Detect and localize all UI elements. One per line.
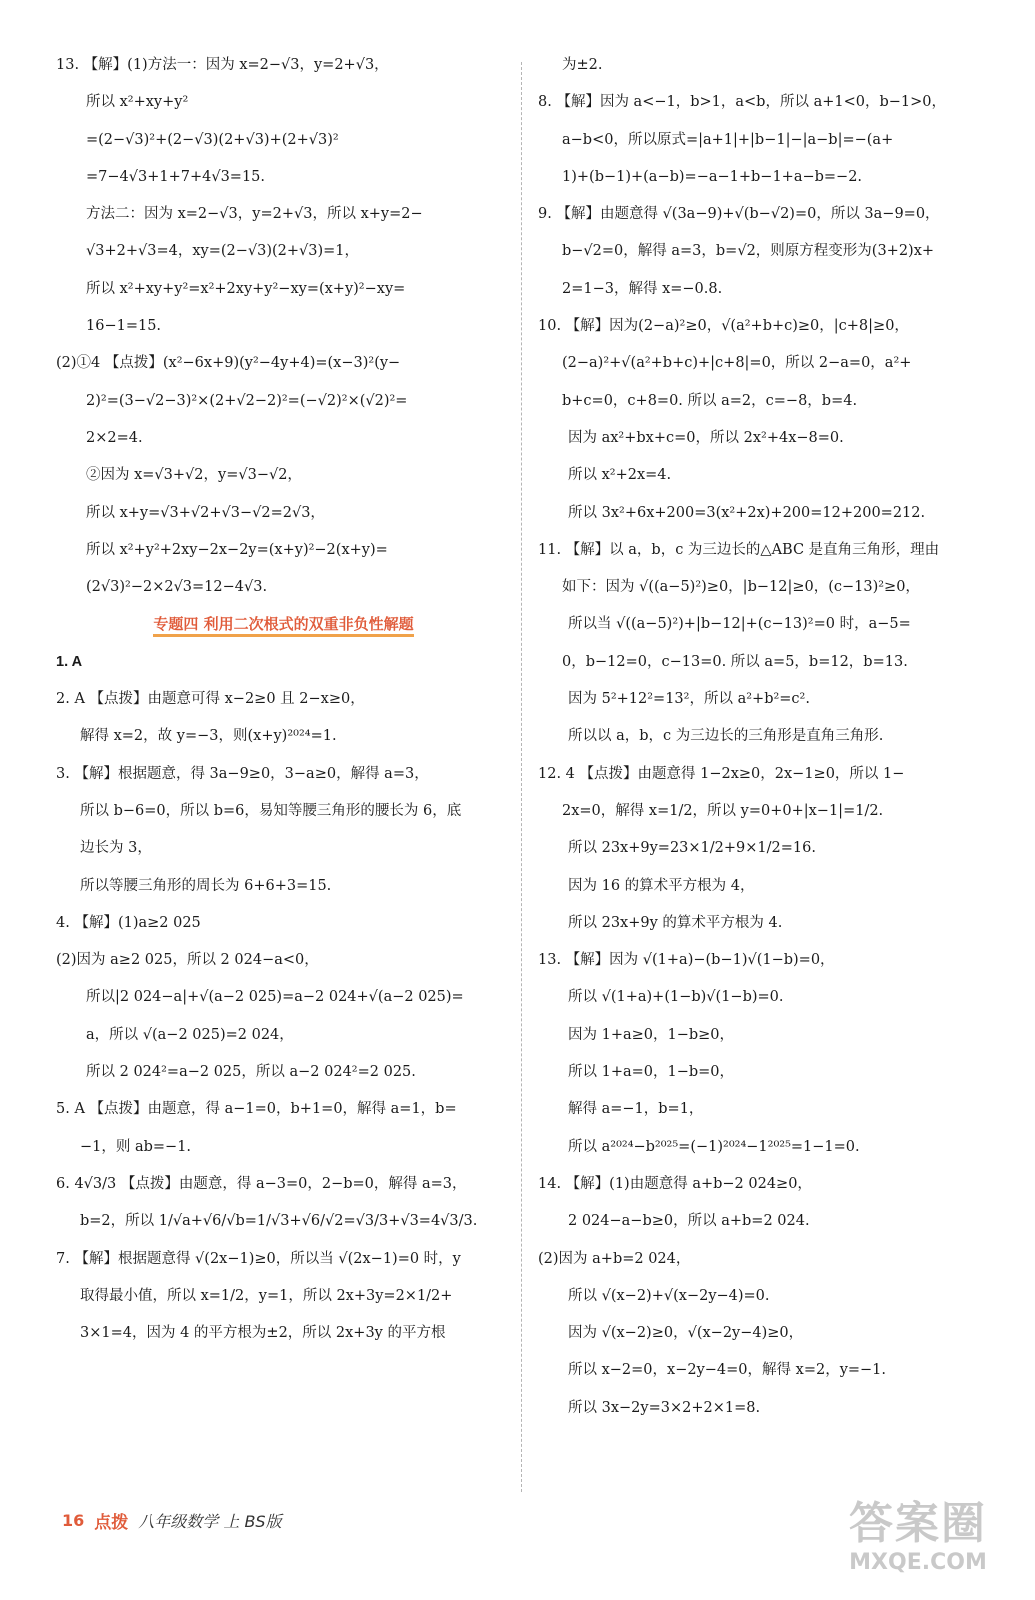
answer-line: 为±2.: [562, 57, 603, 73]
answer-line: 所以 23x+9y 的算术平方根为 4.: [568, 914, 783, 931]
answer-line: −1，则 ab=−1.: [80, 1138, 192, 1155]
answer-line: b−√2=0，解得 a=3，b=√2，则原方程变形为(3+2)x+: [562, 243, 935, 260]
answer-line: √3+2+√3=4，xy=(2−√3)(2+√3)=1，: [86, 243, 360, 260]
answer-line: 所以 3x−2y=3×2+2×1=8.: [568, 1399, 761, 1416]
page-number: 16: [62, 1511, 85, 1530]
answer-line: 因为 5²+12²=13²，所以 a²+b²=c².: [568, 691, 810, 708]
answer-line: 所以 x²+xy+y²=x²+2xy+y²−xy=(x+y)²−xy=: [86, 280, 406, 297]
page-footer: [62, 1508, 282, 1533]
column-divider: [521, 62, 522, 1492]
answer-line: 所以 x²+2x=4.: [568, 467, 672, 484]
answer-line: 3×1=4，因为 4 的平方根为±2，所以 2x+3y 的平方根: [80, 1325, 446, 1342]
answer-line: =(2−√3)²+(2−√3)(2+√3)+(2+√3)²: [86, 131, 339, 148]
answer-line: 所以 3x²+6x+200=3(x²+2x)+200=12+200=212.: [568, 504, 926, 521]
answer-line: 11. 【解】以 a，b，c 为三边长的△ABC 是直角三角形，理由: [538, 541, 940, 558]
answer-line: (2)①4 【点拨】(x²−6x+9)(y²−4y+4)=(x−3)²(y−: [56, 355, 401, 372]
answer-line: a，所以 √(a−2 025)=2 024，: [86, 1026, 294, 1043]
answer-line: a−b<0，所以原式=|a+1|+|b−1|−|a−b|=−(a+: [562, 131, 894, 148]
answer-line: (2√3)²−2×2√3=12−4√3.: [86, 579, 268, 596]
answer-line: 所以 √(1+a)+(1−b)√(1−b)=0.: [568, 989, 784, 1006]
answer-line: 所以 2 024²=a−2 025，所以 a−2 024²=2 025.: [86, 1064, 416, 1081]
answer-line: 13. 【解】因为 √(1+a)−(b−1)√(1−b)=0，: [538, 952, 835, 969]
answer-line: 1. A: [56, 653, 83, 670]
answer-line: 所以 √(x−2)+√(x−2y−4)=0.: [568, 1287, 770, 1304]
answer-line: 边长为 3，: [80, 840, 152, 857]
answer-line: 因为 1+a≥0，1−b≥0，: [568, 1026, 735, 1043]
answer-line: 所以 x²+y²+2xy−2x−2y=(x+y)²−2(x+y)=: [86, 541, 388, 558]
answer-line: 因为 √(x−2)≥0，√(x−2y−4)≥0，: [568, 1325, 804, 1342]
answer-line: b=2，所以 1/√a+√6/√b=1/√3+√6/√2=√3/3+√3=4√3/3.: [80, 1213, 478, 1230]
answer-line: (2)因为 a+b=2 024，: [538, 1250, 691, 1267]
book-title: 八年级数学 上 BS版: [138, 1512, 282, 1531]
answer-line: 5. A 【点拨】由题意，得 a−1=0，b+1=0，解得 a=1，b=: [56, 1101, 457, 1118]
answer-line: (2)因为 a≥2 025，所以 2 024−a<0，: [56, 952, 319, 969]
answer-line: 2=1−3，解得 x=−0.8.: [562, 280, 723, 297]
answer-line: 13. 【解】(1)方法一：因为 x=2−√3，y=2+√3，: [56, 57, 389, 73]
answer-line: 方法二：因为 x=2−√3，y=2+√3，所以 x+y=2−: [86, 206, 423, 223]
answer-line: 解得 a=−1，b=1，: [568, 1101, 704, 1118]
section-title: 专题四 利用二次根式的双重非负性解题: [56, 615, 511, 652]
answer-line: 2×2=4.: [86, 429, 143, 446]
answer-line: 所以|2 024−a|+√(a−2 025)=a−2 024+√(a−2 025)=: [86, 989, 464, 1006]
answer-line: 2x=0，解得 x=1/2，所以 y=0+0+|x−1|=1/2.: [562, 802, 884, 819]
answer-line: 因为 16 的算术平方根为 4，: [568, 877, 755, 894]
right-column: [538, 56, 988, 1436]
watermark-url: MXQE.COM: [849, 1550, 987, 1575]
answer-line: b+c=0，c+8=0. 所以 a=2，c=−8，b=4.: [562, 392, 858, 409]
answer-line: 3. 【解】根据题意，得 3a−9≥0，3−a≥0，解得 a=3，: [56, 765, 429, 782]
answer-line: 2 024−a−b≥0，所以 a+b=2 024.: [568, 1213, 810, 1230]
answer-line: (2−a)²+√(a²+b+c)+|c+8|=0，所以 2−a=0，a²+: [562, 355, 912, 372]
answer-line: 所以 23x+9y=23×1/2+9×1/2=16.: [568, 840, 816, 857]
answer-line: 2. A 【点拨】由题意可得 x−2≥0 且 2−x≥0，: [56, 691, 365, 708]
answer-line: 16−1=15.: [86, 318, 162, 335]
answer-line: 14. 【解】(1)由题意得 a+b−2 024≥0，: [538, 1175, 812, 1192]
answer-line: 9. 【解】由题意得 √(3a−9)+√(b−√2)=0，所以 3a−9=0，: [538, 206, 940, 223]
answer-line: 如下：因为 √((a−5)²)≥0，|b−12|≥0，(c−13)²≥0，: [562, 579, 920, 596]
answer-line: 7. 【解】根据题意得 √(2x−1)≥0，所以当 √(2x−1)=0 时，y: [56, 1250, 461, 1267]
answer-line: 1)+(b−1)+(a−b)=−a−1+b−1+a−b=−2.: [562, 168, 863, 185]
answer-line: 12. 4 【点拨】由题意得 1−2x≥0，2x−1≥0，所以 1−: [538, 765, 905, 782]
answer-line: 因为 ax²+bx+c=0，所以 2x²+4x−8=0.: [568, 429, 844, 446]
answer-line: 4. 【解】(1)a≥2 025: [56, 914, 201, 931]
answer-line: 所以 1+a=0，1−b=0，: [568, 1064, 735, 1081]
answer-line: 所以等腰三角形的周长为 6+6+3=15.: [80, 877, 332, 894]
answer-line: 所以 x²+xy+y²: [86, 94, 189, 111]
answer-line: 所以 x+y=√3+√2+√3−√2=2√3，: [86, 504, 325, 521]
left-column: [56, 56, 511, 1361]
answer-line: 解得 x=2，故 y=−3，则(x+y)²⁰²⁴=1.: [80, 728, 337, 745]
answer-line: 所以 x−2=0，x−2y−4=0，解得 x=2，y=−1.: [568, 1362, 887, 1379]
answer-line: 0，b−12=0，c−13=0. 所以 a=5，b=12，b=13.: [562, 653, 908, 670]
site-watermark: [838, 1498, 998, 1590]
answer-line: 2)²=(3−√2−3)²×(2+√2−2)²=(−√2)²×(√2)²=: [86, 392, 408, 409]
answer-line: 6. 4√3/3 【点拨】由题意，得 a−3=0，2−b=0，解得 a=3，: [56, 1175, 467, 1192]
answer-line: 所以当 √((a−5)²)+|b−12|+(c−13)²=0 时，a−5=: [568, 616, 911, 633]
answer-line: 所以 b−6=0，所以 b=6，易知等腰三角形的腰长为 6，底: [80, 802, 462, 819]
answer-line: 8. 【解】因为 a<−1，b>1，a<b，所以 a+1<0，b−1>0，: [538, 94, 946, 111]
answer-line: 10. 【解】因为(2−a)²≥0，√(a²+b+c)≥0，|c+8|≥0，: [538, 318, 909, 335]
answer-line: 所以 a²⁰²⁴−b²⁰²⁵=(−1)²⁰²⁴−1²⁰²⁵=1−1=0.: [568, 1138, 860, 1155]
brand-logo: 点拨: [94, 1513, 129, 1533]
answer-line: ②因为 x=√3+√2，y=√3−√2，: [86, 467, 302, 484]
answer-line: 所以以 a，b，c 为三边长的三角形是直角三角形.: [568, 728, 884, 745]
answer-line: 取得最小值，所以 x=1/2，y=1，所以 2x+3y=2×1/2+: [80, 1287, 453, 1304]
answer-line: =7−4√3+1+7+4√3=15.: [86, 168, 266, 185]
watermark-logo-text: 答案圈: [849, 1498, 987, 1549]
